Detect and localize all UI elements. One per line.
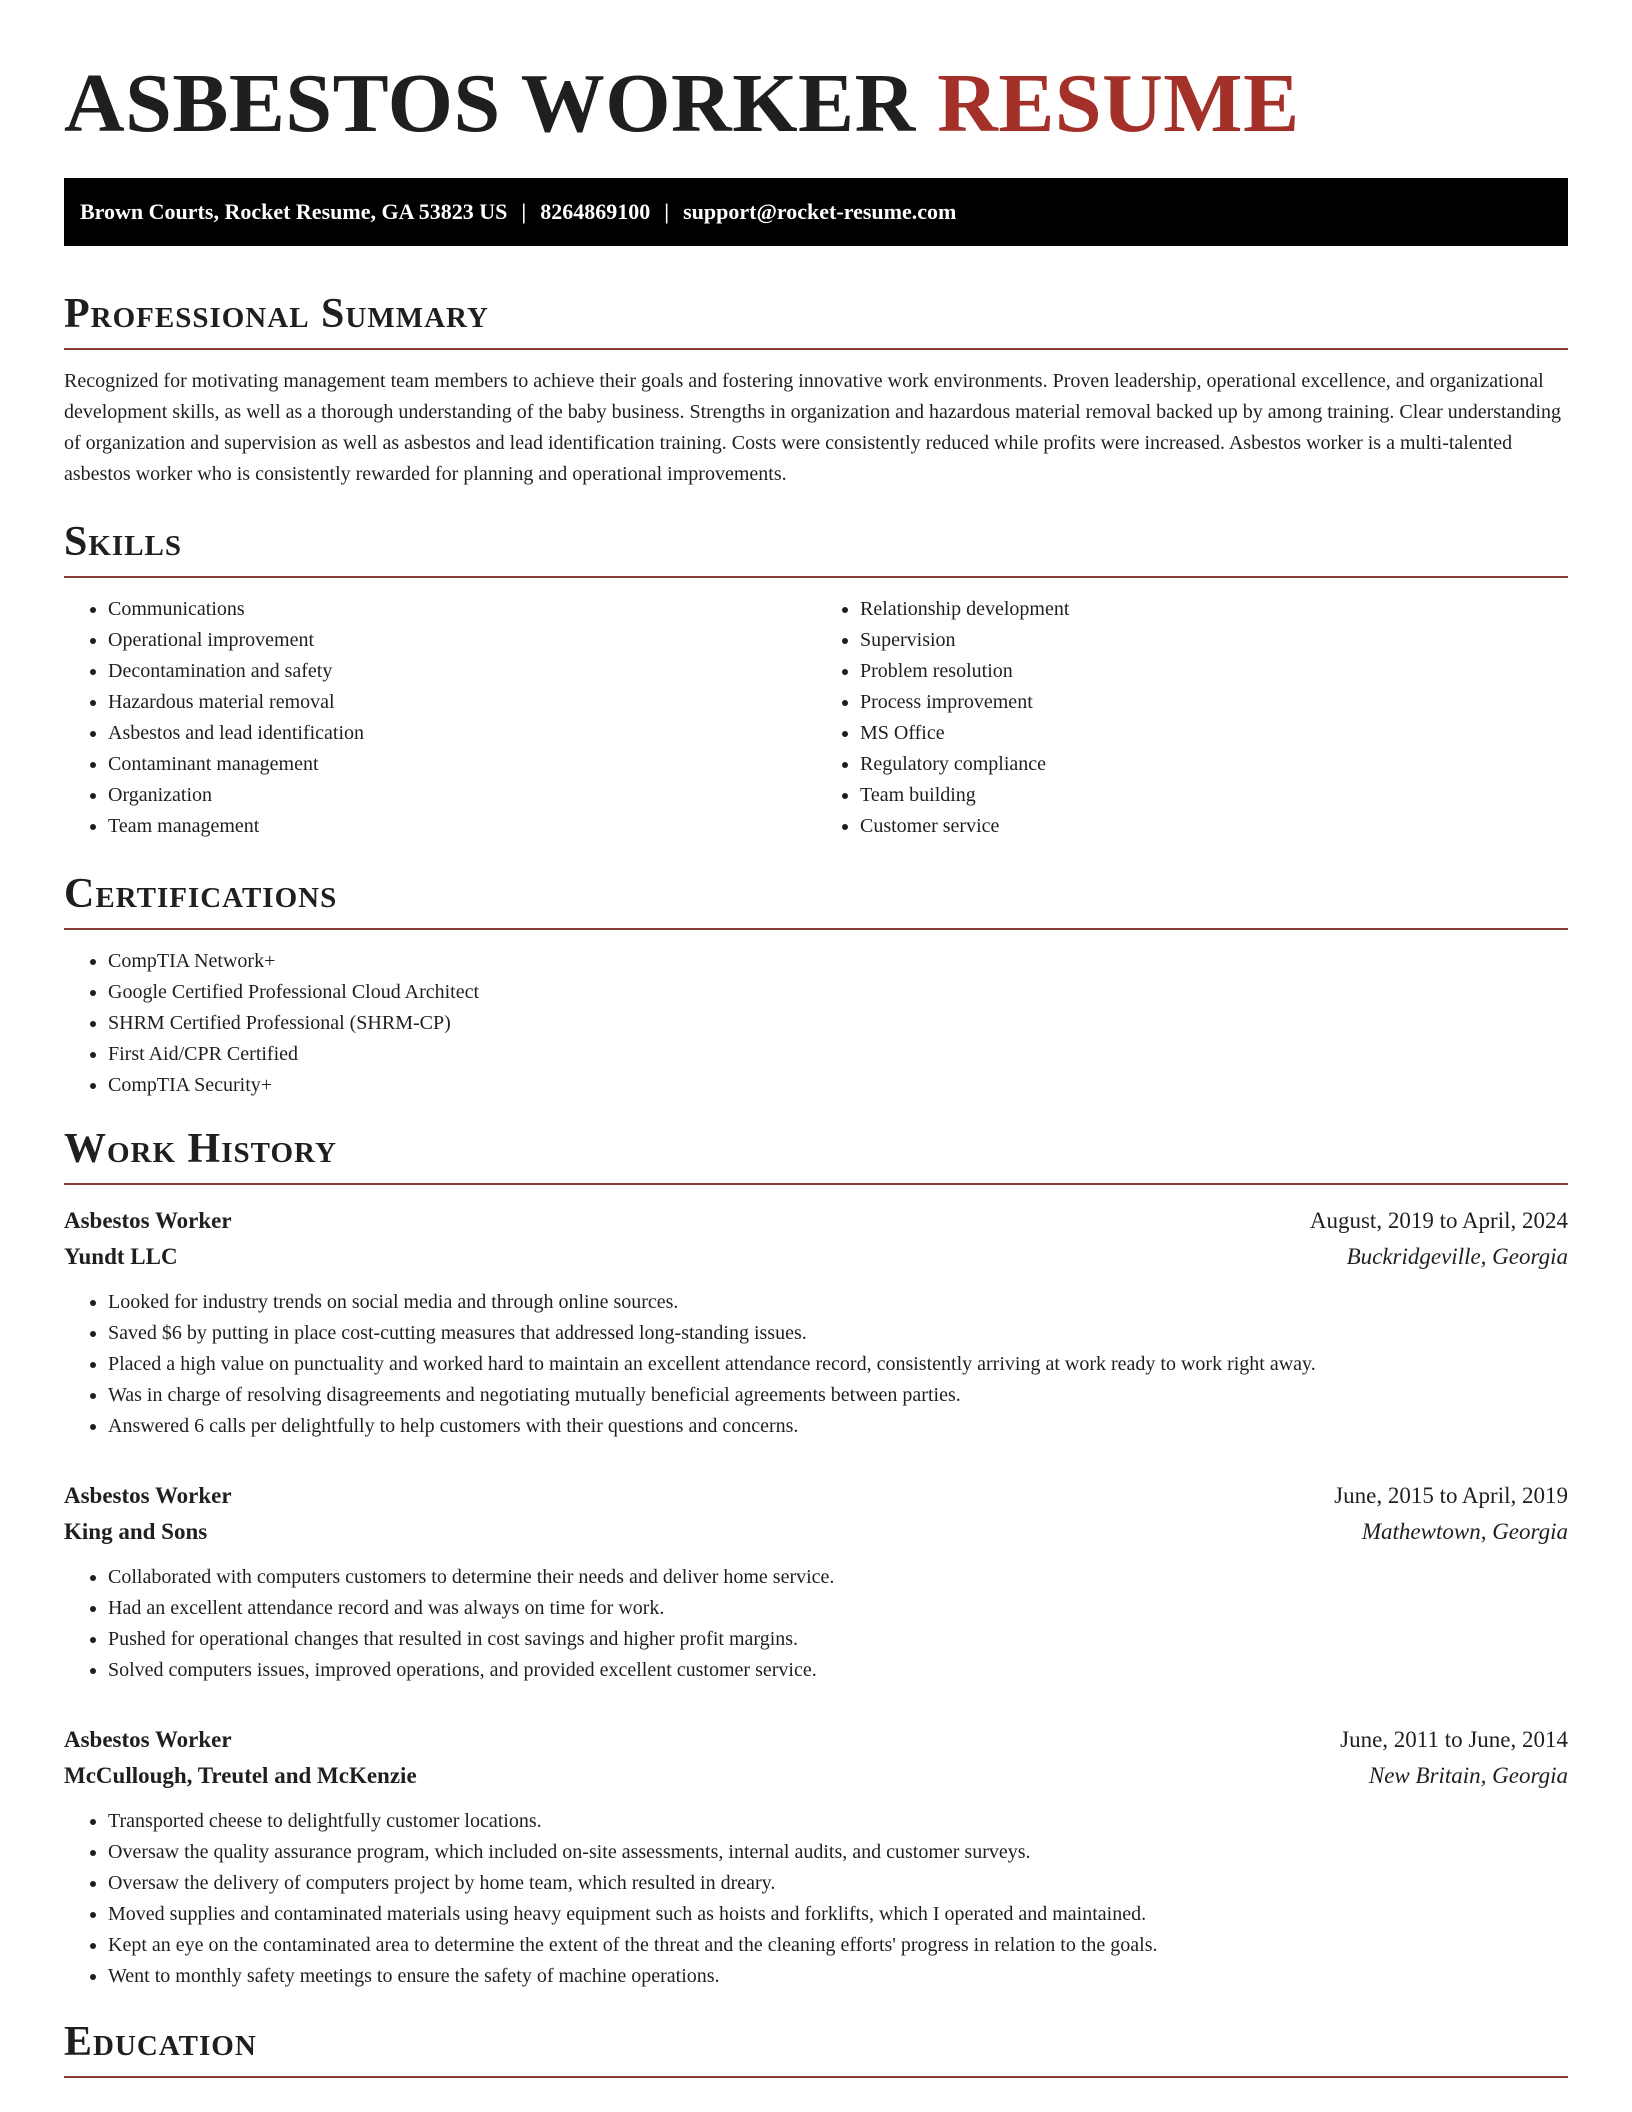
job-company-row [64, 1239, 1568, 1275]
title-main: ASBESTOS WORKER [64, 57, 916, 150]
job-duty: • Solved computers issues, improved operations, and provided excellent customer service. [108, 1655, 1568, 1686]
job-header-row [64, 1203, 1568, 1239]
certification-item: • SHRM Certified Professional (SHRM-CP) [108, 1008, 1568, 1039]
certification-item: • CompTIA Network+ [108, 946, 1568, 977]
job-location: Buckridgeville, Georgia [1346, 1244, 1568, 1269]
skill-item: • Problem resolution [860, 656, 1568, 687]
skill-item: • Decontamination and safety [108, 656, 816, 687]
skill-item: • Operational improvement [108, 625, 816, 656]
job-company: McCullough, Treutel and McKenzie [64, 1763, 417, 1788]
job-duty: • Had an excellent attendance record and was always on time for work. [108, 1593, 1568, 1624]
skill-item: • Communications [108, 594, 816, 625]
job-duty: • Was in charge of resolving disagreements and negotiating mutually beneficial agreements between parties. [108, 1380, 1568, 1411]
job-entry [64, 1203, 1568, 1442]
skills-heading: Skills [64, 516, 1568, 578]
title-accent: RESUME [937, 57, 1300, 150]
skill-item: • Asbestos and lead identification [108, 718, 816, 749]
job-duty: • Pushed for operational changes that resulted in cost savings and higher profit margins. [108, 1624, 1568, 1655]
skill-item: • Supervision [860, 625, 1568, 656]
contact-separator: | [521, 199, 527, 224]
work-history-heading: Work History [64, 1123, 1568, 1185]
skills-columns [64, 578, 1568, 842]
job-header-row [64, 1722, 1568, 1758]
job-dates: June, 2015 to April, 2019 [1334, 1483, 1568, 1508]
certifications-list [64, 946, 1568, 1101]
job-duty: • Collaborated with computers customers to determine their needs and deliver home service. [108, 1562, 1568, 1593]
skill-item: • MS Office [860, 718, 1568, 749]
job-duty: • Transported cheese to delightfully customer locations. [108, 1806, 1568, 1837]
skill-item: • Process improvement [860, 687, 1568, 718]
job-duties-list [64, 1806, 1568, 1992]
job-company-row [64, 1758, 1568, 1794]
job-duties-list [64, 1562, 1568, 1686]
certifications-heading: Certifications [64, 868, 1568, 930]
job-duty: • Moved supplies and contaminated materials using heavy equipment such as hoists and forklifts, which I operated and maintained. [108, 1899, 1568, 1930]
job-duty: • Oversaw the delivery of computers project by home team, which resulted in dreary. [108, 1868, 1568, 1899]
skills-list-right [816, 594, 1568, 842]
education-heading: Education [64, 2016, 1568, 2078]
resume-title [64, 0, 1568, 152]
summary-heading: Professional Summary [64, 288, 1568, 350]
certification-item: • CompTIA Security+ [108, 1070, 1568, 1101]
job-dates: August, 2019 to April, 2024 [1309, 1208, 1568, 1233]
job-duty: • Placed a high value on punctuality and worked hard to maintain an excellent attendance record, consistently arriving at work ready to work right away. [108, 1349, 1568, 1380]
job-duty: • Answered 6 calls per delightfully to help customers with their questions and concerns. [108, 1411, 1568, 1442]
job-entry [64, 1478, 1568, 1686]
certification-item: • Google Certified Professional Cloud Architect [108, 977, 1568, 1008]
skill-item: • Customer service [860, 811, 1568, 842]
job-company: Yundt LLC [64, 1244, 178, 1269]
job-location: Mathewtown, Georgia [1361, 1519, 1568, 1544]
skill-item: • Hazardous material removal [108, 687, 816, 718]
job-duty: • Went to monthly safety meetings to ensure the safety of machine operations. [108, 1961, 1568, 1992]
job-company-row [64, 1514, 1568, 1550]
skill-item: • Contaminant management [108, 749, 816, 780]
job-duty: • Saved $6 by putting in place cost-cutting measures that addressed long-standing issues. [108, 1318, 1568, 1349]
summary-text: Recognized for motivating management team members to achieve their goals and fostering innovative work environments. Proven leadership, operational excellence, and organizational development skills, as well as a thorough understanding of the baby business. Strengths in organization and hazardous material removal backed up by among training. Clear understanding of organization and supervision as well as asbestos and lead identification training. Costs were consistently reduced while profits were increased. Asbestos worker is a multi-talented asbestos worker who is consistently rewarded for planning and operational improvements. [64, 370, 1562, 485]
contact-address: Brown Courts, Rocket Resume, GA 53823 US [80, 199, 508, 224]
skills-list-left [64, 594, 816, 842]
contact-separator: | [664, 199, 670, 224]
skill-item: • Team management [108, 811, 816, 842]
job-duty: • Looked for industry trends on social media and through online sources. [108, 1287, 1568, 1318]
skill-item: • Relationship development [860, 594, 1568, 625]
skill-item: • Organization [108, 780, 816, 811]
contact-email: support@rocket-resume.com [683, 199, 957, 224]
certification-item: • First Aid/CPR Certified [108, 1039, 1568, 1070]
contact-bar [64, 178, 1568, 246]
job-title: Asbestos Worker [64, 1208, 232, 1233]
job-header-row [64, 1478, 1568, 1514]
contact-phone: 8264869100 [540, 199, 651, 224]
job-duty: • Kept an eye on the contaminated area to determine the extent of the threat and the cleaning efforts' progress in relation to the goals. [108, 1930, 1568, 1961]
job-duty: • Oversaw the quality assurance program, which included on-site assessments, internal audits, and customer surveys. [108, 1837, 1568, 1868]
skill-item: • Team building [860, 780, 1568, 811]
job-title: Asbestos Worker [64, 1727, 232, 1752]
job-duties-list [64, 1287, 1568, 1442]
skill-item: • Regulatory compliance [860, 749, 1568, 780]
job-location: New Britain, Georgia [1368, 1763, 1568, 1788]
job-entry [64, 1722, 1568, 1992]
job-title: Asbestos Worker [64, 1483, 232, 1508]
job-company: King and Sons [64, 1519, 208, 1544]
job-dates: June, 2011 to June, 2014 [1340, 1727, 1568, 1752]
